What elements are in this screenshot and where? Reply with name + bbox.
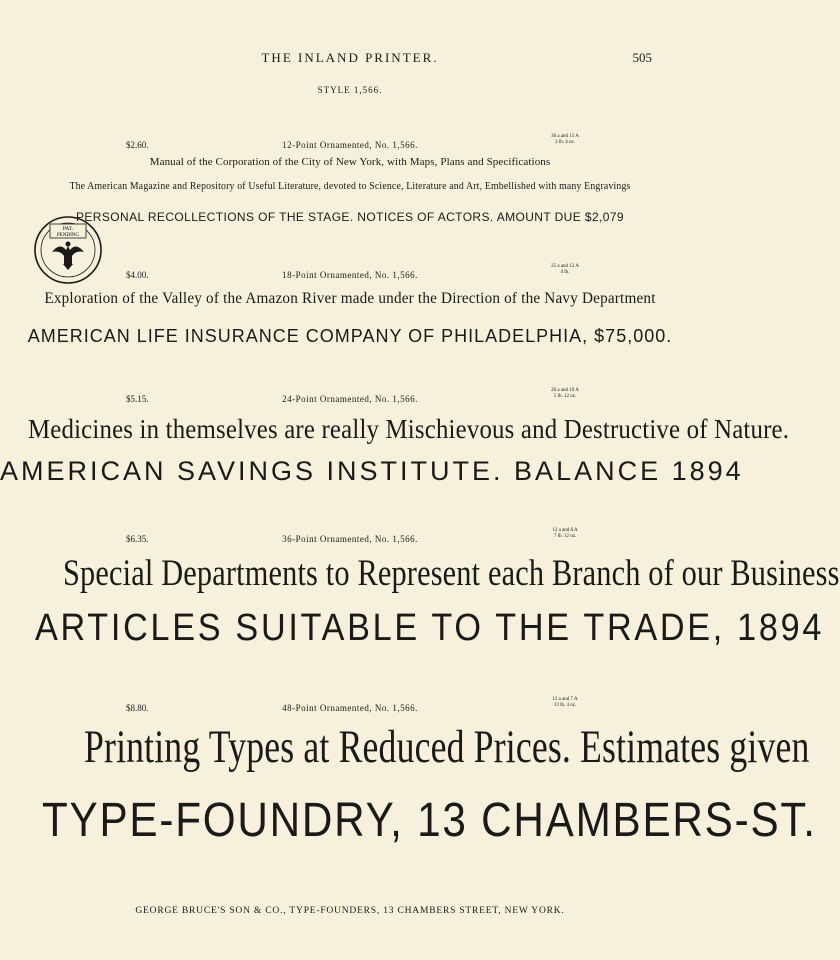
price: $2.60. <box>126 140 149 150</box>
price: $8.80. <box>126 703 149 713</box>
specimen-12pt-spec <box>0 134 700 152</box>
specimen-48pt-line-2: TYPE-FOUNDRY, 13 CHAMBERS-ST. <box>42 794 817 847</box>
price: $5.15. <box>126 394 149 404</box>
specimen-12pt-line-3: PERSONAL RECOLLECTIONS OF THE STAGE. NOTICES OF ACTORS. AMOUNT DUE $2,079 <box>76 210 624 224</box>
font-quantity-note: 12 a and 8 A 7 lb. 12 oz. <box>552 528 578 539</box>
font-quantity-note: 30 a and 15 A 2 lb. 4 oz. <box>551 134 579 145</box>
font-quantity-note: 12 a and 7 A 13 lb. 4 oz. <box>552 697 578 708</box>
font-quantity-note: 25 a and 12 A 4 lb. <box>551 264 579 275</box>
specimen-24pt-line-1: Medicines in themselves are really Mischievous and Destructive of Nature. <box>28 414 790 444</box>
specimen-18pt-spec <box>0 264 700 282</box>
size-label: 48-Point Ornamented, No. 1,566. <box>282 703 418 713</box>
page-number: 505 <box>632 50 652 65</box>
specimen-12pt-line-2: The American Magazine and Repository of Useful Literature, devoted to Science, Literature and Art, Embellished with many Engravings <box>69 181 631 192</box>
specimen-24pt-line-2: AMERICAN SAVINGS INSTITUTE. BALANCE 1894 <box>0 456 744 486</box>
specimen-18pt-line-2: AMERICAN LIFE INSURANCE COMPANY OF PHILADELPHIA, $75,000. <box>27 326 673 346</box>
size-label: 12-Point Ornamented, No. 1,566. <box>282 140 418 150</box>
size-label: 24-Point Ornamented, No. 1,566. <box>282 394 418 404</box>
specimen-36pt-spec <box>0 528 700 546</box>
specimen-18pt-line-1: Exploration of the Valley of the Amazon River made under the Direction of the Navy Department <box>44 290 656 307</box>
price: $4.00. <box>126 270 149 280</box>
seal-line-2: PENDING <box>57 233 79 238</box>
style-label: STYLE 1,566. <box>317 85 383 95</box>
specimen-48pt-line-1: Printing Types at Reduced Prices. Estimates given <box>84 721 810 773</box>
specimen-36pt-line-1: Special Departments to Represent each Branch of our Business <box>63 553 840 594</box>
seal-line-1: PAT. <box>62 226 74 232</box>
price: $6.35. <box>126 534 149 544</box>
specimen-48pt-spec <box>0 697 700 715</box>
size-label: 18-Point Ornamented, No. 1,566. <box>282 270 418 280</box>
foundry-imprint: GEORGE BRUCE'S SON & CO., TYPE-FOUNDERS, 13 CHAMBERS STREET, NEW YORK. <box>135 906 565 916</box>
font-quantity-note: 20 a and 10 A 5 lb. 12 oz. <box>551 388 579 399</box>
running-title: THE INLAND PRINTER. <box>261 50 439 65</box>
specimen-36pt-line-2: ARTICLES SUITABLE TO THE TRADE, 1894 <box>35 607 825 649</box>
specimen-24pt-spec <box>0 388 700 406</box>
specimen-12pt-line-1: Manual of the Corporation of the City of New York, with Maps, Plans and Specifications <box>149 156 551 168</box>
size-label: 36-Point Ornamented, No. 1,566. <box>282 534 418 544</box>
